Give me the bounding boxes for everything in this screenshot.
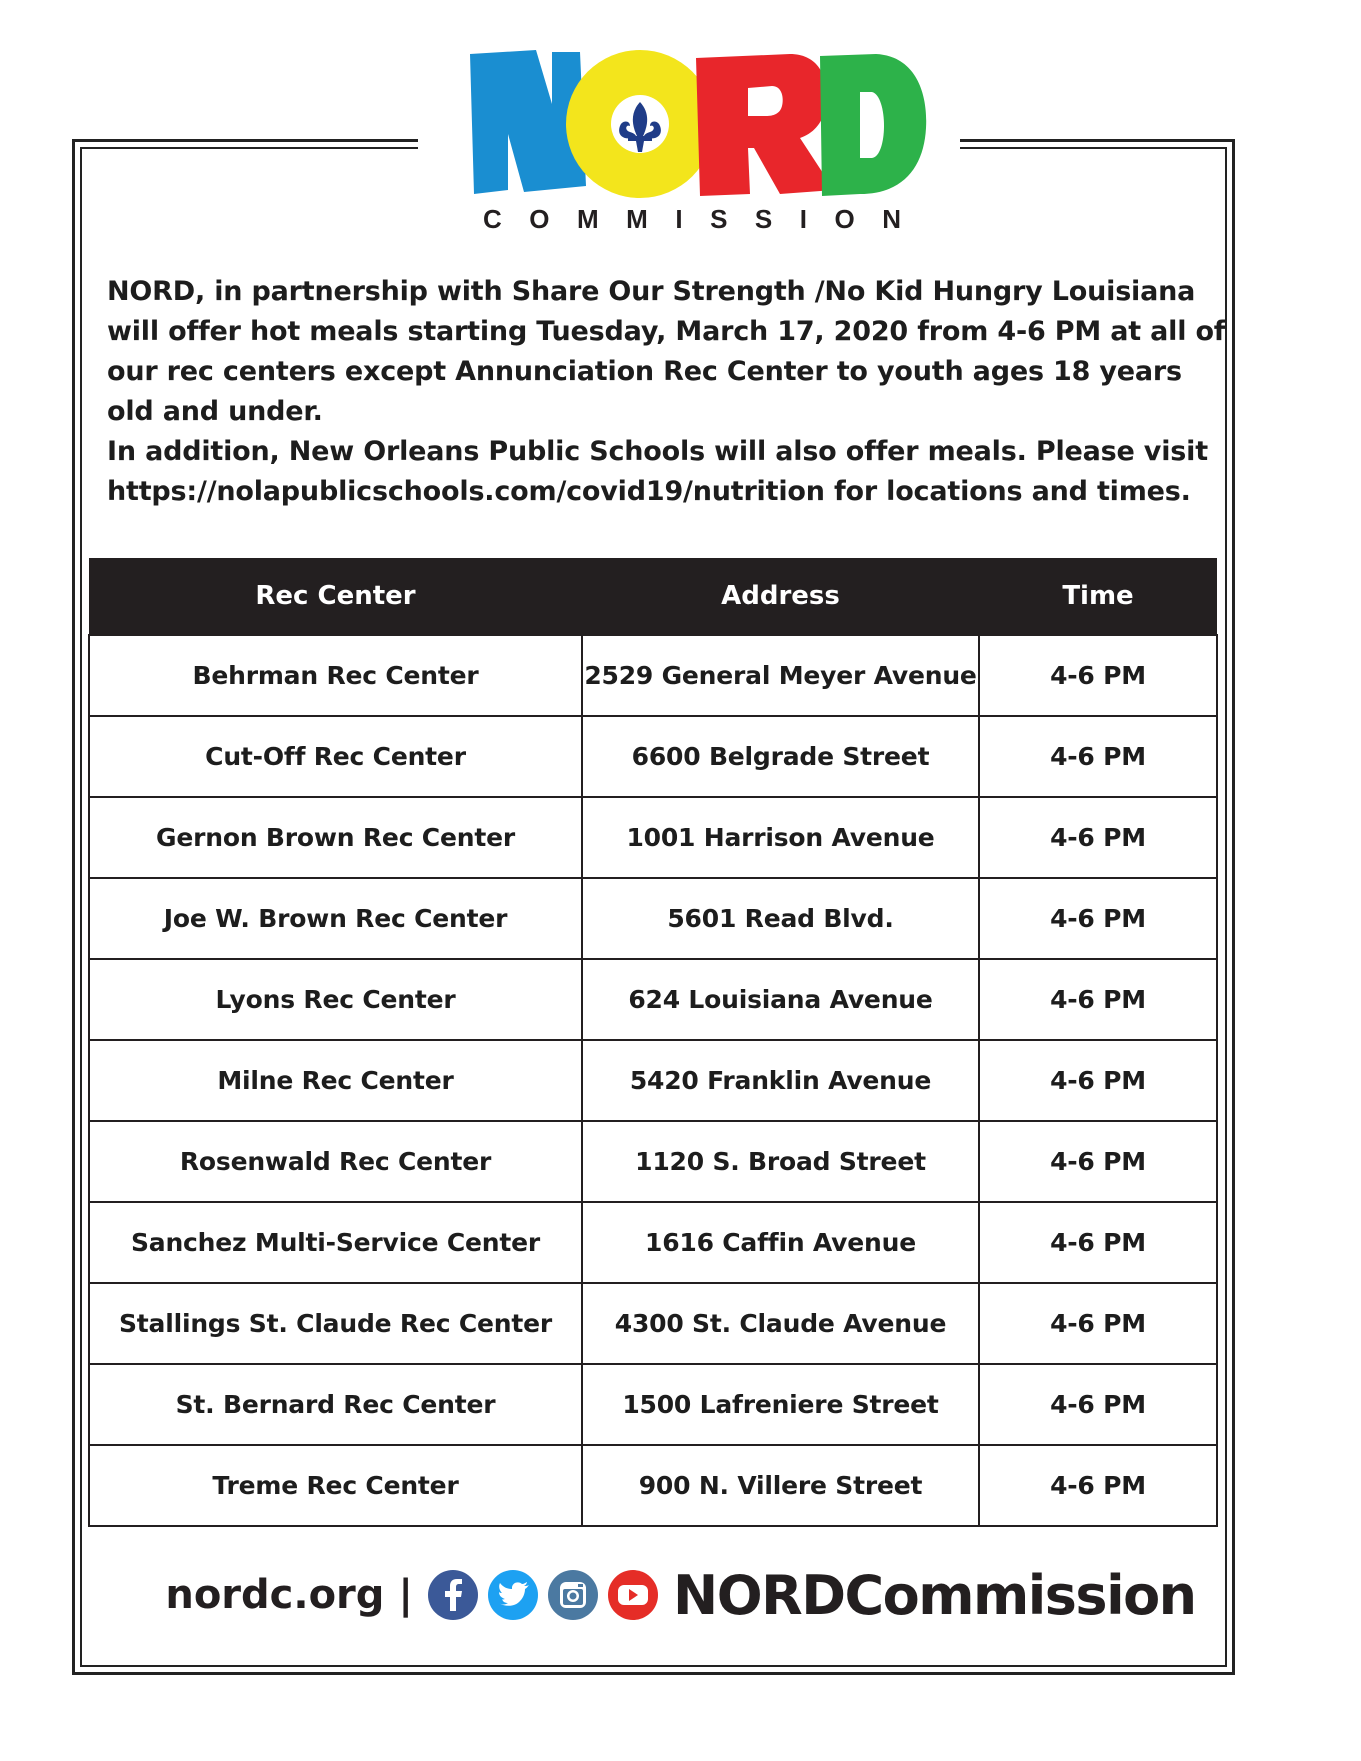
rec-center-time: 4-6 PM <box>979 716 1217 797</box>
rec-center-name: Behrman Rec Center <box>89 635 582 716</box>
header-address: Address <box>582 558 979 635</box>
table-row <box>89 959 1217 1040</box>
rec-center-address: 900 N. Villere Street <box>582 1445 979 1526</box>
rec-center-name: Rosenwald Rec Center <box>89 1121 582 1202</box>
rec-center-name: Stallings St. Claude Rec Center <box>89 1283 582 1364</box>
rec-center-time: 4-6 PM <box>979 1445 1217 1526</box>
table-row <box>89 1364 1217 1445</box>
table-row <box>89 1040 1217 1121</box>
header-rec-center: Rec Center <box>89 558 582 635</box>
table-row <box>89 1121 1217 1202</box>
facebook-icon[interactable] <box>427 1569 479 1621</box>
rec-center-time: 4-6 PM <box>979 635 1217 716</box>
website-link[interactable]: nordc.org <box>165 1572 385 1618</box>
rec-center-time: 4-6 PM <box>979 1040 1217 1121</box>
table-row <box>89 716 1217 797</box>
rec-center-time: 4-6 PM <box>979 1121 1217 1202</box>
header-time: Time <box>979 558 1217 635</box>
rec-center-name: Treme Rec Center <box>89 1445 582 1526</box>
intro-paragraph: NORD, in partnership with Share Our Strength /No Kid Hungry Louisiana will offer hot meals starting Tuesday, March 17, 2020 from 4-6 PM at all of our rec centers except Annunciation Rec Center to youth ages 18 years old and under. <box>107 276 1226 427</box>
rec-center-name: Lyons Rec Center <box>89 959 582 1040</box>
rec-center-address: 624 Louisiana Avenue <box>582 959 979 1040</box>
rec-center-address: 5601 Read Blvd. <box>582 878 979 959</box>
footer-separator: | <box>398 1572 414 1618</box>
rec-center-time: 4-6 PM <box>979 797 1217 878</box>
rec-center-address: 1120 S. Broad Street <box>582 1121 979 1202</box>
rec-center-address: 1001 Harrison Avenue <box>582 797 979 878</box>
rec-center-address: 6600 Belgrade Street <box>582 716 979 797</box>
footer <box>0 1557 1361 1633</box>
rec-center-time: 4-6 PM <box>979 878 1217 959</box>
rec-center-name: Milne Rec Center <box>89 1040 582 1121</box>
rec-center-name: St. Bernard Rec Center <box>89 1364 582 1445</box>
rec-center-name: Sanchez Multi-Service Center <box>89 1202 582 1283</box>
social-icons <box>427 1569 659 1621</box>
twitter-icon[interactable] <box>487 1569 539 1621</box>
rec-center-name: Cut-Off Rec Center <box>89 716 582 797</box>
social-handle[interactable]: NORDCommission <box>673 1563 1196 1627</box>
table-row <box>89 1283 1217 1364</box>
nord-logo <box>468 44 928 232</box>
table-row <box>89 1445 1217 1526</box>
rec-center-time: 4-6 PM <box>979 1364 1217 1445</box>
table-row <box>89 797 1217 878</box>
table-row <box>89 635 1217 716</box>
rec-center-table <box>88 558 1218 1527</box>
table-header-row <box>89 558 1217 635</box>
table-row <box>89 1202 1217 1283</box>
rec-center-name: Joe W. Brown Rec Center <box>89 878 582 959</box>
youtube-icon[interactable] <box>607 1569 659 1621</box>
rec-center-address: 2529 General Meyer Avenue <box>582 635 979 716</box>
instagram-icon[interactable] <box>547 1569 599 1621</box>
intro-paragraph-2: In addition, New Orleans Public Schools will also offer meals. Please visit https://nolapublicschools.com/covid19/nutrition for locations and times. <box>107 436 1208 507</box>
rec-center-name: Gernon Brown Rec Center <box>89 797 582 878</box>
rec-center-time: 4-6 PM <box>979 1202 1217 1283</box>
table-row <box>89 878 1217 959</box>
rec-center-address: 4300 St. Claude Avenue <box>582 1283 979 1364</box>
logo-subtitle: COMMISSION <box>483 204 901 232</box>
rec-center-address: 1616 Caffin Avenue <box>582 1202 979 1283</box>
rec-center-address: 1500 Lafreniere Street <box>582 1364 979 1445</box>
rec-center-time: 4-6 PM <box>979 959 1217 1040</box>
rec-center-address: 5420 Franklin Avenue <box>582 1040 979 1121</box>
rec-center-time: 4-6 PM <box>979 1283 1217 1364</box>
